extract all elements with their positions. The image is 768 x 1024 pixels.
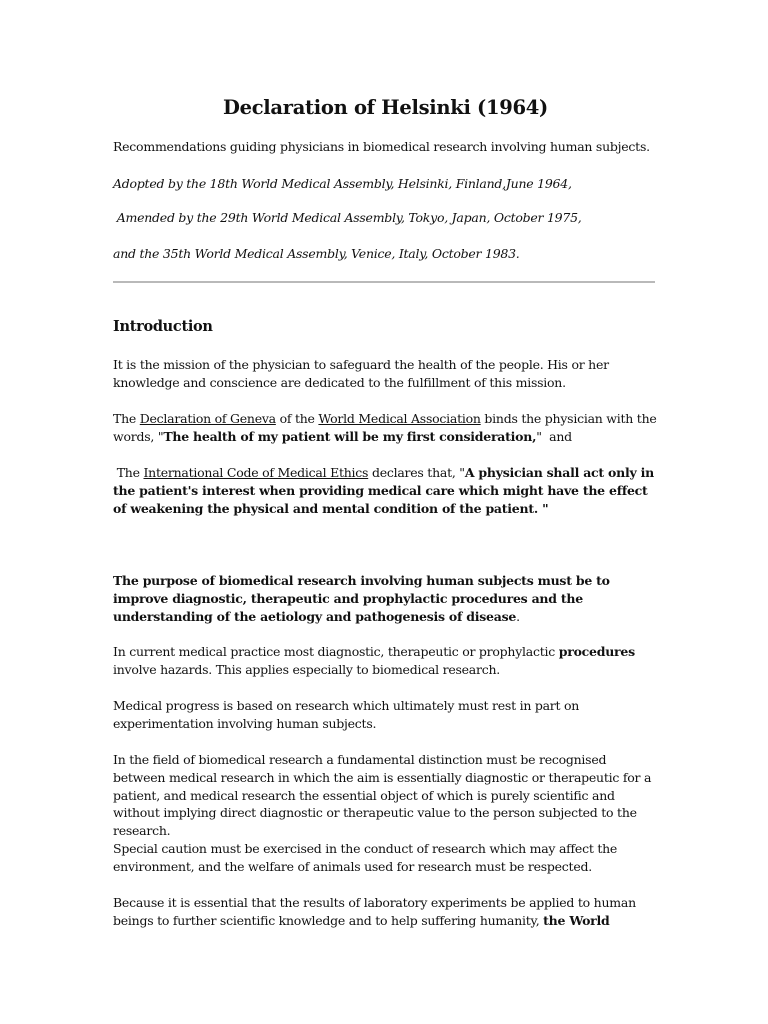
section-heading-introduction: Introduction — [113, 318, 213, 335]
quote-bold: The health of my patient will be my first consideration, — [163, 428, 537, 444]
amendment-note: Amended by the 29th World Medical Assembly, Tokyo, Japan, October 1975, — [113, 210, 582, 225]
text: Because it is essential that the results of laboratory experiments be applied to human beings to further scientific knowledge and to help suffering humanity, — [113, 895, 636, 928]
intro-paragraph-9 — [113, 894, 658, 930]
text: The — [113, 465, 144, 480]
text: In current medical practice most diagnostic, therapeutic or prophylactic — [113, 644, 559, 659]
text: . — [516, 608, 520, 624]
declaration-of-geneva-link[interactable]: Declaration of Geneva — [139, 411, 276, 426]
purpose-bold: The purpose of biomedical research involving human subjects must be to improve diagnostic, therapeutic and prophylactic procedures and the understanding of the aetiology and pathogenesis of disease — [113, 573, 610, 624]
intro-paragraph-8: Special caution must be exercised in the conduct of research which may affect the environment, and the welfare of animals used for research must be respected. — [113, 841, 618, 874]
intro-paragraph-3 — [113, 464, 658, 517]
world-medical-association-link[interactable]: World Medical Association — [318, 411, 481, 426]
text: binds the physician with the words, " — [113, 411, 657, 444]
international-code-link[interactable]: International Code of Medical Ethics — [143, 465, 369, 480]
procedures-bold: procedures — [558, 644, 635, 659]
quote-bold: A physician shall act only in the patient's interest when providing medical care which might have the effect of weakening the physical and mental condition of the patient. " — [113, 465, 654, 516]
intro-paragraph-1: It is the mission of the physician to safeguard the health of the people. His or her knowledge and conscience are dedicated to the fulfillment of this mission. — [113, 357, 609, 390]
text: declares that, " — [368, 465, 465, 480]
horizontal-divider — [113, 281, 655, 283]
intro-paragraph-2 — [113, 410, 658, 446]
page-title: Declaration of Helsinki (1964) — [223, 96, 548, 119]
the-world-bold: the World — [543, 912, 610, 928]
text: " and — [536, 428, 572, 444]
text: The — [113, 411, 140, 426]
intro-paragraph-7: In the field of biomedical research a fundamental distinction must be recognised between medical research in which the aim is essentially diagnostic or therapeutic for a patient, and medical research the essential object of which is purely scientific and without implying direct diagnostic or therapeutic value to the person subjected to the research. — [113, 752, 652, 839]
amendment-note-2: and the 35th World Medical Assembly, Venice, Italy, October 1983. — [113, 246, 520, 261]
intro-paragraph-5 — [113, 643, 658, 679]
text: of the — [275, 411, 319, 426]
intro-paragraph-4 — [113, 572, 658, 625]
adoption-note: Adopted by the 18th World Medical Assembly, Helsinki, Finland,June 1964, — [113, 176, 572, 191]
intro-paragraph-6: Medical progress is based on research which ultimately must rest in part on experimentation involving human subjects. — [113, 698, 580, 731]
text: involve hazards. This applies especially to biomedical research. — [113, 661, 501, 677]
document-subtitle: Recommendations guiding physicians in biomedical research involving human subjects. — [113, 139, 650, 154]
